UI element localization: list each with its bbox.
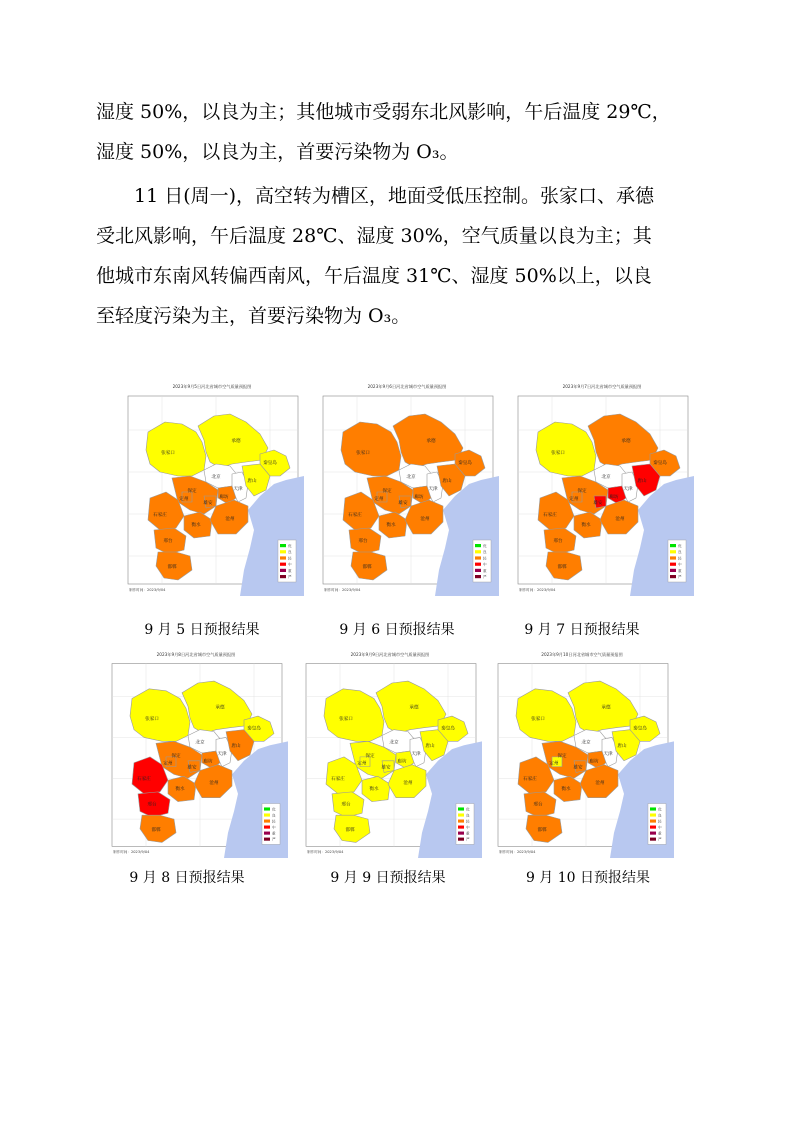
map-panel-0907 — [510, 380, 694, 596]
city-label-bj: 北京 — [211, 475, 221, 480]
paragraph-2 — [96, 176, 706, 336]
legend-swatch — [670, 550, 676, 553]
city-label-qhd: 秦皇岛 — [247, 726, 261, 732]
city-label-sjz: 石家庄 — [153, 513, 167, 518]
city-label-sjz: 石家庄 — [348, 513, 362, 518]
city-label-cz: 沧州 — [420, 517, 430, 522]
city-label-cd: 承德 — [409, 705, 419, 711]
city-label-hd: 邯郸 — [167, 565, 177, 570]
map-panel-0908 — [104, 648, 288, 858]
city-label-tj: 天津 — [411, 751, 421, 757]
city-label-xt: 邢台 — [147, 802, 157, 808]
forecast-map — [298, 648, 482, 858]
city-label-qhd: 秦皇岛 — [633, 726, 647, 732]
city-label-ts: 唐山 — [231, 744, 241, 750]
city-label-dj: 定州 — [163, 761, 173, 767]
legend-label: 重 — [658, 831, 662, 836]
city-label-dj: 定州 — [569, 497, 579, 502]
city-label-xt: 邢台 — [533, 802, 543, 808]
city-label-sjz: 石家庄 — [331, 777, 345, 783]
legend-label: 优 — [483, 544, 487, 548]
city-label-qhd: 秦皇岛 — [441, 726, 455, 732]
text-line: 他城市东南风转偏西南风，午后温度 31℃、湿度 50%以上，以良 — [96, 265, 652, 287]
legend — [668, 540, 686, 582]
city-label-hs: 衡水 — [386, 523, 396, 528]
city-label-xt: 邢台 — [341, 802, 351, 808]
city-label-zjk: 张家口 — [145, 716, 159, 722]
map-title: 2023年9月5日河北省城市空气质量预报图 — [172, 384, 252, 389]
legend-label: 轻 — [466, 819, 470, 824]
legend-swatch — [280, 563, 286, 566]
legend — [648, 804, 666, 845]
city-label-tj: 天津 — [217, 751, 227, 757]
legend-label: 严 — [658, 837, 662, 842]
legend-label: 优 — [466, 807, 470, 812]
city-label-hd: 邯郸 — [151, 827, 161, 833]
city-label-bd: 保定 — [187, 489, 197, 494]
city-label-sjz: 石家庄 — [543, 513, 557, 518]
legend-swatch — [458, 807, 464, 810]
city-label-bd: 保定 — [171, 753, 181, 759]
city-label-sjz: 石家庄 — [523, 777, 537, 783]
legend-label: 良 — [483, 550, 487, 555]
legend-label: 重 — [288, 568, 292, 573]
map-footer: 制作时间：2023/9/04 — [499, 850, 536, 855]
city-label-xa: 雄安 — [398, 501, 408, 506]
legend — [473, 540, 491, 582]
legend-swatch — [264, 813, 270, 816]
legend-label: 中 — [466, 825, 470, 830]
city-label-tj: 天津 — [603, 751, 613, 757]
city-label-hs: 衡水 — [369, 786, 379, 792]
legend-swatch — [458, 820, 464, 823]
legend-swatch — [475, 569, 481, 572]
map-footer: 制作时间：2023/9/04 — [519, 588, 556, 592]
city-label-bd: 保定 — [557, 753, 567, 759]
legend-label: 重 — [272, 831, 276, 836]
legend-swatch — [650, 820, 656, 823]
legend-swatch — [670, 563, 676, 566]
city-label-lf: 廊坊 — [589, 759, 599, 765]
map-footer: 制作时间：2023/9/04 — [113, 850, 150, 855]
legend-label: 严 — [678, 575, 682, 579]
city-label-bj: 北京 — [581, 740, 591, 746]
legend-swatch — [670, 544, 676, 547]
forecast-map — [315, 380, 499, 596]
city-label-qhd: 秦皇岛 — [653, 461, 667, 466]
legend-swatch — [650, 807, 656, 810]
city-label-qhd: 秦皇岛 — [458, 461, 472, 466]
city-label-lf: 廊坊 — [609, 495, 619, 500]
city-label-hs: 衡水 — [175, 786, 185, 792]
legend-swatch — [280, 550, 286, 553]
city-label-ts: 唐山 — [247, 479, 257, 484]
text-line: 湿度 50%，以良为主，首要污染物为 O₃。 — [96, 141, 459, 163]
city-label-cz: 沧州 — [595, 781, 605, 787]
legend-swatch — [650, 813, 656, 816]
legend-swatch — [280, 544, 286, 547]
legend-label: 良 — [288, 550, 292, 555]
city-label-qhd: 秦皇岛 — [263, 461, 277, 466]
city-label-ts: 唐山 — [425, 744, 435, 750]
legend — [456, 804, 474, 845]
city-label-bj: 北京 — [195, 740, 205, 746]
city-label-cd: 承德 — [215, 705, 225, 711]
legend-label: 优 — [272, 807, 276, 812]
map-title: 2023年9月10日河北省城市空气质量预报图 — [541, 651, 623, 657]
city-label-zjk: 张家口 — [551, 451, 565, 456]
city-label-xt: 邢台 — [163, 539, 173, 544]
legend — [278, 540, 296, 582]
city-label-sjz: 石家庄 — [137, 777, 151, 783]
city-label-zjk: 张家口 — [356, 451, 370, 456]
city-label-cd: 承德 — [621, 439, 631, 444]
legend-swatch — [475, 550, 481, 553]
city-label-cz: 沧州 — [209, 781, 219, 787]
map-panel-0909 — [298, 648, 482, 858]
legend-label: 严 — [288, 575, 292, 579]
paragraph-1 — [96, 92, 706, 172]
legend-label: 良 — [678, 550, 682, 555]
city-label-cz: 沧州 — [615, 517, 625, 522]
legend-label: 良 — [658, 813, 662, 818]
map-title: 2023年9月8日河北省城市空气质量预报图 — [156, 651, 236, 657]
legend-label: 重 — [466, 831, 470, 836]
legend-label: 优 — [288, 544, 292, 548]
city-label-hd: 邯郸 — [557, 565, 567, 570]
legend-label: 严 — [466, 837, 470, 842]
city-label-bd: 保定 — [577, 489, 587, 494]
legend-swatch — [458, 826, 464, 829]
city-label-lf: 廊坊 — [397, 759, 407, 765]
city-label-hd: 邯郸 — [362, 565, 372, 570]
city-label-bj: 北京 — [406, 475, 416, 480]
legend-swatch — [475, 544, 481, 547]
legend-swatch — [280, 569, 286, 572]
legend-label: 中 — [288, 562, 292, 567]
caption-0910: 9 月 10 日预报结果 — [525, 870, 651, 886]
legend-label: 中 — [483, 562, 487, 567]
city-label-lf: 廊坊 — [219, 495, 229, 500]
caption-0908: 9 月 8 日预报结果 — [129, 870, 245, 886]
legend-label: 轻 — [288, 556, 292, 561]
legend-swatch — [475, 563, 481, 566]
legend-swatch — [280, 556, 286, 559]
city-label-bd: 保定 — [382, 489, 392, 494]
legend-label: 严 — [272, 837, 276, 842]
legend-swatch — [458, 813, 464, 816]
legend-label: 优 — [658, 807, 662, 812]
city-label-ts: 唐山 — [637, 479, 647, 484]
city-label-zjk: 张家口 — [161, 451, 175, 456]
legend-swatch — [458, 838, 464, 841]
city-label-cd: 承德 — [601, 705, 611, 711]
city-label-bj: 北京 — [389, 740, 399, 746]
text-line: 受北风影响，午后温度 28℃、湿度 30%，空气质量以良为主；其 — [96, 225, 652, 247]
city-label-xa: 雄安 — [381, 765, 391, 771]
legend-label: 中 — [658, 825, 662, 830]
legend-swatch — [670, 556, 676, 559]
map-panel-0906 — [315, 380, 499, 596]
legend-swatch — [264, 838, 270, 841]
city-label-dj: 定州 — [374, 497, 384, 502]
legend-swatch — [650, 832, 656, 835]
forecast-map — [104, 648, 288, 858]
city-label-hs: 衡水 — [191, 523, 201, 528]
city-label-ts: 唐山 — [617, 744, 627, 750]
legend — [262, 804, 280, 845]
legend-label: 良 — [272, 813, 276, 818]
map-title: 2023年9月9日河北省城市空气质量预报图 — [350, 651, 430, 657]
city-label-lf: 廊坊 — [414, 495, 424, 500]
city-label-dj: 定州 — [357, 761, 367, 767]
city-label-cz: 沧州 — [403, 781, 413, 787]
legend-swatch — [650, 826, 656, 829]
forecast-map — [490, 648, 674, 858]
legend-swatch — [264, 832, 270, 835]
caption-0907: 9 月 7 日预报结果 — [524, 622, 640, 638]
forecast-map — [510, 380, 694, 596]
legend-swatch — [264, 820, 270, 823]
caption-0906: 9 月 6 日预报结果 — [339, 622, 455, 638]
map-title: 2023年9月7日河北省城市空气质量预报图 — [562, 384, 642, 389]
city-label-hd: 邯郸 — [345, 827, 355, 833]
legend-swatch — [475, 556, 481, 559]
city-label-ts: 唐山 — [442, 479, 452, 484]
city-label-hs: 衡水 — [581, 523, 591, 528]
city-label-xa: 雄安 — [187, 765, 197, 771]
map-panel-0905 — [120, 380, 304, 596]
map-footer: 制作时间：2023/9/04 — [129, 588, 166, 592]
legend-label: 轻 — [272, 819, 276, 824]
city-label-xt: 邢台 — [553, 539, 563, 544]
caption-0909: 9 月 9 日预报结果 — [330, 870, 446, 886]
legend-label: 严 — [483, 575, 487, 579]
city-label-bd: 保定 — [365, 753, 375, 759]
city-label-zjk: 张家口 — [531, 716, 545, 722]
map-footer: 制作时间：2023/9/04 — [307, 850, 344, 855]
city-label-hd: 邯郸 — [537, 827, 547, 833]
forecast-map — [120, 380, 304, 596]
legend-label: 优 — [678, 544, 682, 548]
caption-0905: 9 月 5 日预报结果 — [144, 622, 260, 638]
city-label-lf: 廊坊 — [203, 759, 213, 765]
city-label-bj: 北京 — [601, 475, 611, 480]
city-label-cd: 承德 — [231, 439, 241, 444]
city-label-xa: 雄安 — [203, 501, 213, 506]
legend-swatch — [670, 575, 676, 578]
text-line: 至轻度污染为主，首要污染物为 O₃。 — [96, 305, 411, 327]
legend-swatch — [264, 807, 270, 810]
legend-swatch — [670, 569, 676, 572]
legend-label: 良 — [466, 813, 470, 818]
city-label-xa: 雄安 — [573, 765, 583, 771]
legend-label: 重 — [483, 568, 487, 573]
city-label-dj: 定州 — [549, 761, 559, 767]
city-label-dj: 定州 — [179, 497, 189, 502]
city-label-xa: 雄安 — [593, 501, 603, 506]
legend-swatch — [458, 832, 464, 835]
legend-label: 轻 — [483, 556, 487, 561]
legend-label: 中 — [678, 562, 682, 567]
city-label-zjk: 张家口 — [339, 716, 353, 722]
city-label-tj: 天津 — [428, 487, 438, 492]
city-label-tj: 天津 — [623, 487, 633, 492]
city-label-hs: 衡水 — [561, 786, 571, 792]
city-label-cd: 承德 — [426, 439, 436, 444]
map-panel-0910 — [490, 648, 674, 858]
city-label-xt: 邢台 — [358, 539, 368, 544]
legend-label: 轻 — [658, 819, 662, 824]
legend-swatch — [280, 575, 286, 578]
legend-label: 中 — [272, 825, 276, 830]
map-title: 2023年9月6日河北省城市空气质量预报图 — [367, 384, 447, 389]
legend-swatch — [264, 826, 270, 829]
city-label-cz: 沧州 — [225, 517, 235, 522]
legend-swatch — [475, 575, 481, 578]
text-line: 11 日(周一)，高空转为槽区，地面受低压控制。张家口、承德 — [134, 185, 655, 207]
legend-label: 轻 — [678, 556, 682, 561]
map-footer: 制作时间：2023/9/04 — [324, 588, 361, 592]
city-label-tj: 天津 — [233, 487, 243, 492]
legend-swatch — [650, 838, 656, 841]
legend-label: 重 — [678, 568, 682, 573]
text-line: 湿度 50%，以良为主；其他城市受弱东北风影响，午后温度 29℃， — [96, 101, 671, 123]
